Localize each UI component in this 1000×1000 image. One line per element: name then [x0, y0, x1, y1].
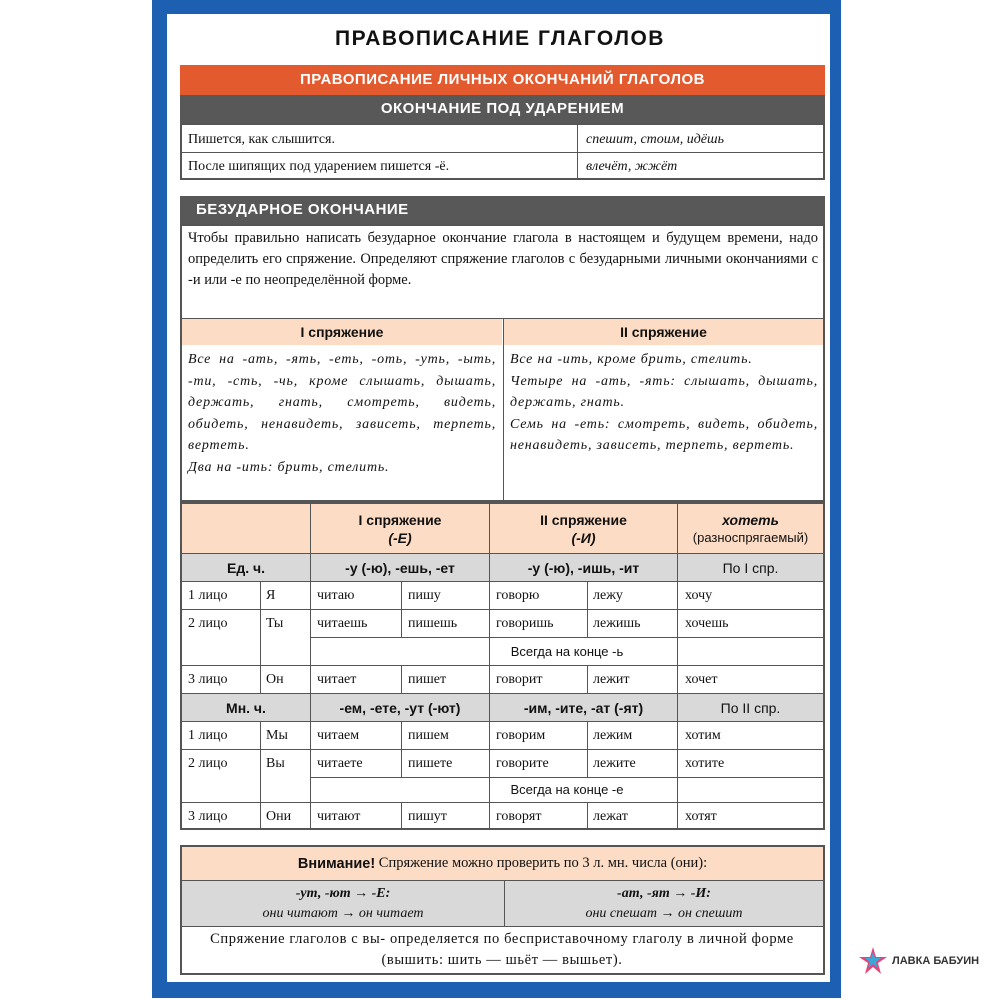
- divider: [577, 125, 578, 178]
- grid-line: [260, 581, 261, 694]
- attention-left-rule: -ут, -ют → -Е:: [295, 885, 391, 901]
- attention-right-example: они спешат → он спешит: [585, 905, 743, 921]
- cell-hotet: хочу: [685, 587, 713, 603]
- row-pronoun: Я: [266, 587, 276, 603]
- cell-conj1-a: читаем: [317, 727, 360, 743]
- cell-conj1-a: читают: [317, 808, 361, 824]
- grid-line: [401, 665, 402, 694]
- grid-line: [587, 665, 588, 694]
- row-pronoun: Ты: [266, 615, 284, 631]
- cell-conj1-a: читаешь: [317, 615, 368, 631]
- grid-line: [311, 777, 823, 778]
- section-header-endings: ПРАВОПИСАНИЕ ЛИЧНЫХ ОКОНЧАНИЙ ГЛАГОЛОВ: [180, 65, 825, 95]
- col-header-hotet: [678, 504, 823, 553]
- plural-ending-hotet: По II спр.: [678, 694, 823, 721]
- cell-conj2-b: лежим: [593, 727, 633, 743]
- divider: [503, 319, 504, 500]
- conj1-rules: [188, 349, 496, 499]
- attention-footer: Спряжение глаголов с вы- определяется по бесприставочному глаголу в личной форме (вышить: шить — шьёт — вышьет).: [210, 931, 794, 968]
- row-person: 3 лицо: [188, 808, 228, 824]
- conj2-text-3: Семь на -еть: смотреть, видеть, обидеть, ненавидеть, зависеть, терпеть, вертеть.: [510, 416, 818, 453]
- cell-conj2-a: говорят: [496, 808, 542, 824]
- cell-conj1-b: пишешь: [408, 615, 458, 631]
- cell-conj2-b: лежу: [593, 587, 623, 603]
- grid-line: [182, 802, 823, 803]
- conj1-text-2: Два на -ить: брить, стелить.: [188, 459, 390, 475]
- divider: [182, 152, 823, 153]
- cell-conj2-a: говорит: [496, 671, 543, 687]
- grid-line: [677, 504, 678, 828]
- cell-conj2-a: говорите: [496, 755, 549, 771]
- conj2-header: II спряжение: [504, 319, 823, 345]
- unstressed-box: [180, 224, 825, 502]
- col-header-conj2: [490, 504, 677, 553]
- plural-label: Мн. ч.: [182, 694, 310, 721]
- singular-ending-conj2: -у (-ю), -ишь, -ит: [490, 554, 677, 581]
- row-person: 1 лицо: [188, 587, 228, 603]
- cell-conj1-b: пишет: [408, 671, 447, 687]
- plural-ending-conj2: -им, -ите, -ат (-ят): [490, 694, 677, 721]
- divider: [182, 926, 823, 927]
- grid-line: [401, 802, 402, 828]
- conj1-text: Все на -ать, -ять, -еть, -оть, -уть, -ыть, -ти, -сть, -чь, кроме слышать, дышать, держать, гнать, смотреть, видеть, обидеть, ненавидеть, зависеть, терпеть, вертеть.: [188, 352, 496, 453]
- grid-line: [587, 581, 588, 638]
- conj2-text-2: Четыре на -ать, -ять: слышать, дышать, держать, гнать.: [510, 373, 818, 410]
- col-header-conj1-sub: (-Е): [388, 529, 412, 546]
- attention-left: [182, 881, 504, 926]
- attention-box: [180, 845, 825, 975]
- divider: [182, 880, 823, 881]
- cell-conj2-b: лежат: [593, 808, 628, 824]
- grid-line: [311, 637, 823, 638]
- grid-line: [182, 553, 823, 554]
- watermark: ЛАВКА БАБУИН: [892, 955, 980, 967]
- singular-label: Ед. ч.: [182, 554, 310, 581]
- unstressed-intro: Чтобы правильно написать безударное окончание глагола в настоящем и будущем времени, надо определить его спряжение. Определяют спряжение глаголов с безударными личными окончаниями с -и или -е по неопределённой форме.: [188, 230, 818, 288]
- plural-note: Всегда на конце -е: [510, 782, 624, 797]
- cell-conj2-a: говорим: [496, 727, 546, 743]
- stressed-header: ОКОНЧАНИЕ ПОД УДАРЕНИЕМ: [180, 95, 825, 123]
- cell-conj1-a: читаете: [317, 755, 363, 771]
- grid-line: [182, 665, 823, 666]
- attention-left-example: они читают → он читает: [262, 905, 424, 921]
- col-header-conj1: [311, 504, 489, 553]
- page-title: ПРАВОПИСАНИЕ ГЛАГОЛОВ: [335, 27, 665, 50]
- row-person: 3 лицо: [188, 671, 228, 687]
- stressed-rule-1: Пишется, как слышится.: [188, 132, 335, 147]
- col-header-conj2-title: II спряжение: [540, 511, 627, 528]
- stressed-rule-2: После шипящих под ударением пишется -ё.: [188, 158, 450, 174]
- unstressed-header: БЕЗУДАРНОЕ ОКОНЧАНИЕ: [180, 196, 825, 224]
- row-person: 1 лицо: [188, 727, 228, 743]
- grid-line: [310, 504, 311, 828]
- attention-right-rule: -ат, -ят → -И:: [617, 885, 711, 901]
- grid-line: [260, 721, 261, 828]
- cell-conj1-a: читаю: [317, 587, 355, 603]
- stressed-table: [180, 123, 825, 180]
- cell-conj1-b: пишем: [408, 727, 449, 743]
- grid-line: [587, 721, 588, 778]
- plural-ending-conj1: -ем, -ете, -ут (-ют): [311, 694, 489, 721]
- conj2-rules: [510, 349, 818, 499]
- cell-hotet: хотят: [685, 808, 717, 824]
- conjugation-table: [180, 502, 825, 830]
- grid-line: [401, 581, 402, 638]
- cell-conj1-a: читает: [317, 671, 357, 687]
- singular-ending-hotet: По I спр.: [678, 554, 823, 581]
- col-header-hotet-sub: (разноспрягаемый): [692, 529, 809, 545]
- attention-header: [182, 847, 823, 880]
- cell-conj1-b: пишут: [408, 808, 447, 824]
- row-person: 2 лицо: [188, 615, 228, 631]
- star-logo-icon: [858, 946, 888, 976]
- cell-conj1-b: пишу: [408, 587, 441, 603]
- attention-right: [505, 881, 823, 926]
- cell-hotet: хочешь: [685, 615, 729, 631]
- grid-line: [182, 721, 823, 722]
- cell-conj2-a: говоришь: [496, 615, 554, 631]
- singular-note: Всегда на конце -ь: [510, 643, 624, 659]
- row-pronoun: Он: [266, 671, 284, 687]
- table-corner: [182, 504, 310, 553]
- stressed-example-1: спешит, стоим, идёшь: [586, 132, 724, 147]
- cell-conj2-b: лежите: [593, 755, 636, 771]
- conj1-header: I спряжение: [182, 319, 502, 345]
- col-header-hotet-title: хотеть: [722, 511, 779, 528]
- grid-line: [182, 581, 823, 582]
- divider: [504, 880, 505, 926]
- cell-conj2-b: лежишь: [593, 615, 641, 631]
- grid-line: [182, 693, 823, 694]
- row-pronoun: Мы: [266, 727, 288, 743]
- grid-line: [489, 504, 490, 828]
- grid-line: [587, 802, 588, 828]
- cell-conj1-b: пишете: [408, 755, 453, 771]
- row-person: 2 лицо: [188, 755, 228, 771]
- cell-hotet: хотим: [685, 727, 721, 743]
- attention-label: Внимание!: [297, 855, 376, 872]
- grid-line: [401, 721, 402, 778]
- grid-line: [182, 609, 823, 610]
- stressed-example-2: влечёт, жжёт: [586, 158, 678, 174]
- row-pronoun: Вы: [266, 755, 285, 771]
- col-header-conj2-sub: (-И): [571, 529, 596, 546]
- cell-conj2-b: лежит: [593, 671, 630, 687]
- singular-ending-conj1: -у (-ю), -ешь, -ет: [311, 554, 489, 581]
- grid-line: [182, 749, 823, 750]
- cell-conj2-a: говорю: [496, 587, 540, 603]
- cell-hotet: хотите: [685, 755, 725, 771]
- conj2-text-1: Все на -ить, кроме брить, стелить.: [510, 352, 753, 367]
- row-pronoun: Они: [266, 808, 292, 824]
- col-header-conj1-title: I спряжение: [358, 511, 442, 528]
- attention-text: Спряжение можно проверить по 3 л. мн. числа (они):: [378, 855, 708, 871]
- cell-hotet: хочет: [685, 671, 718, 687]
